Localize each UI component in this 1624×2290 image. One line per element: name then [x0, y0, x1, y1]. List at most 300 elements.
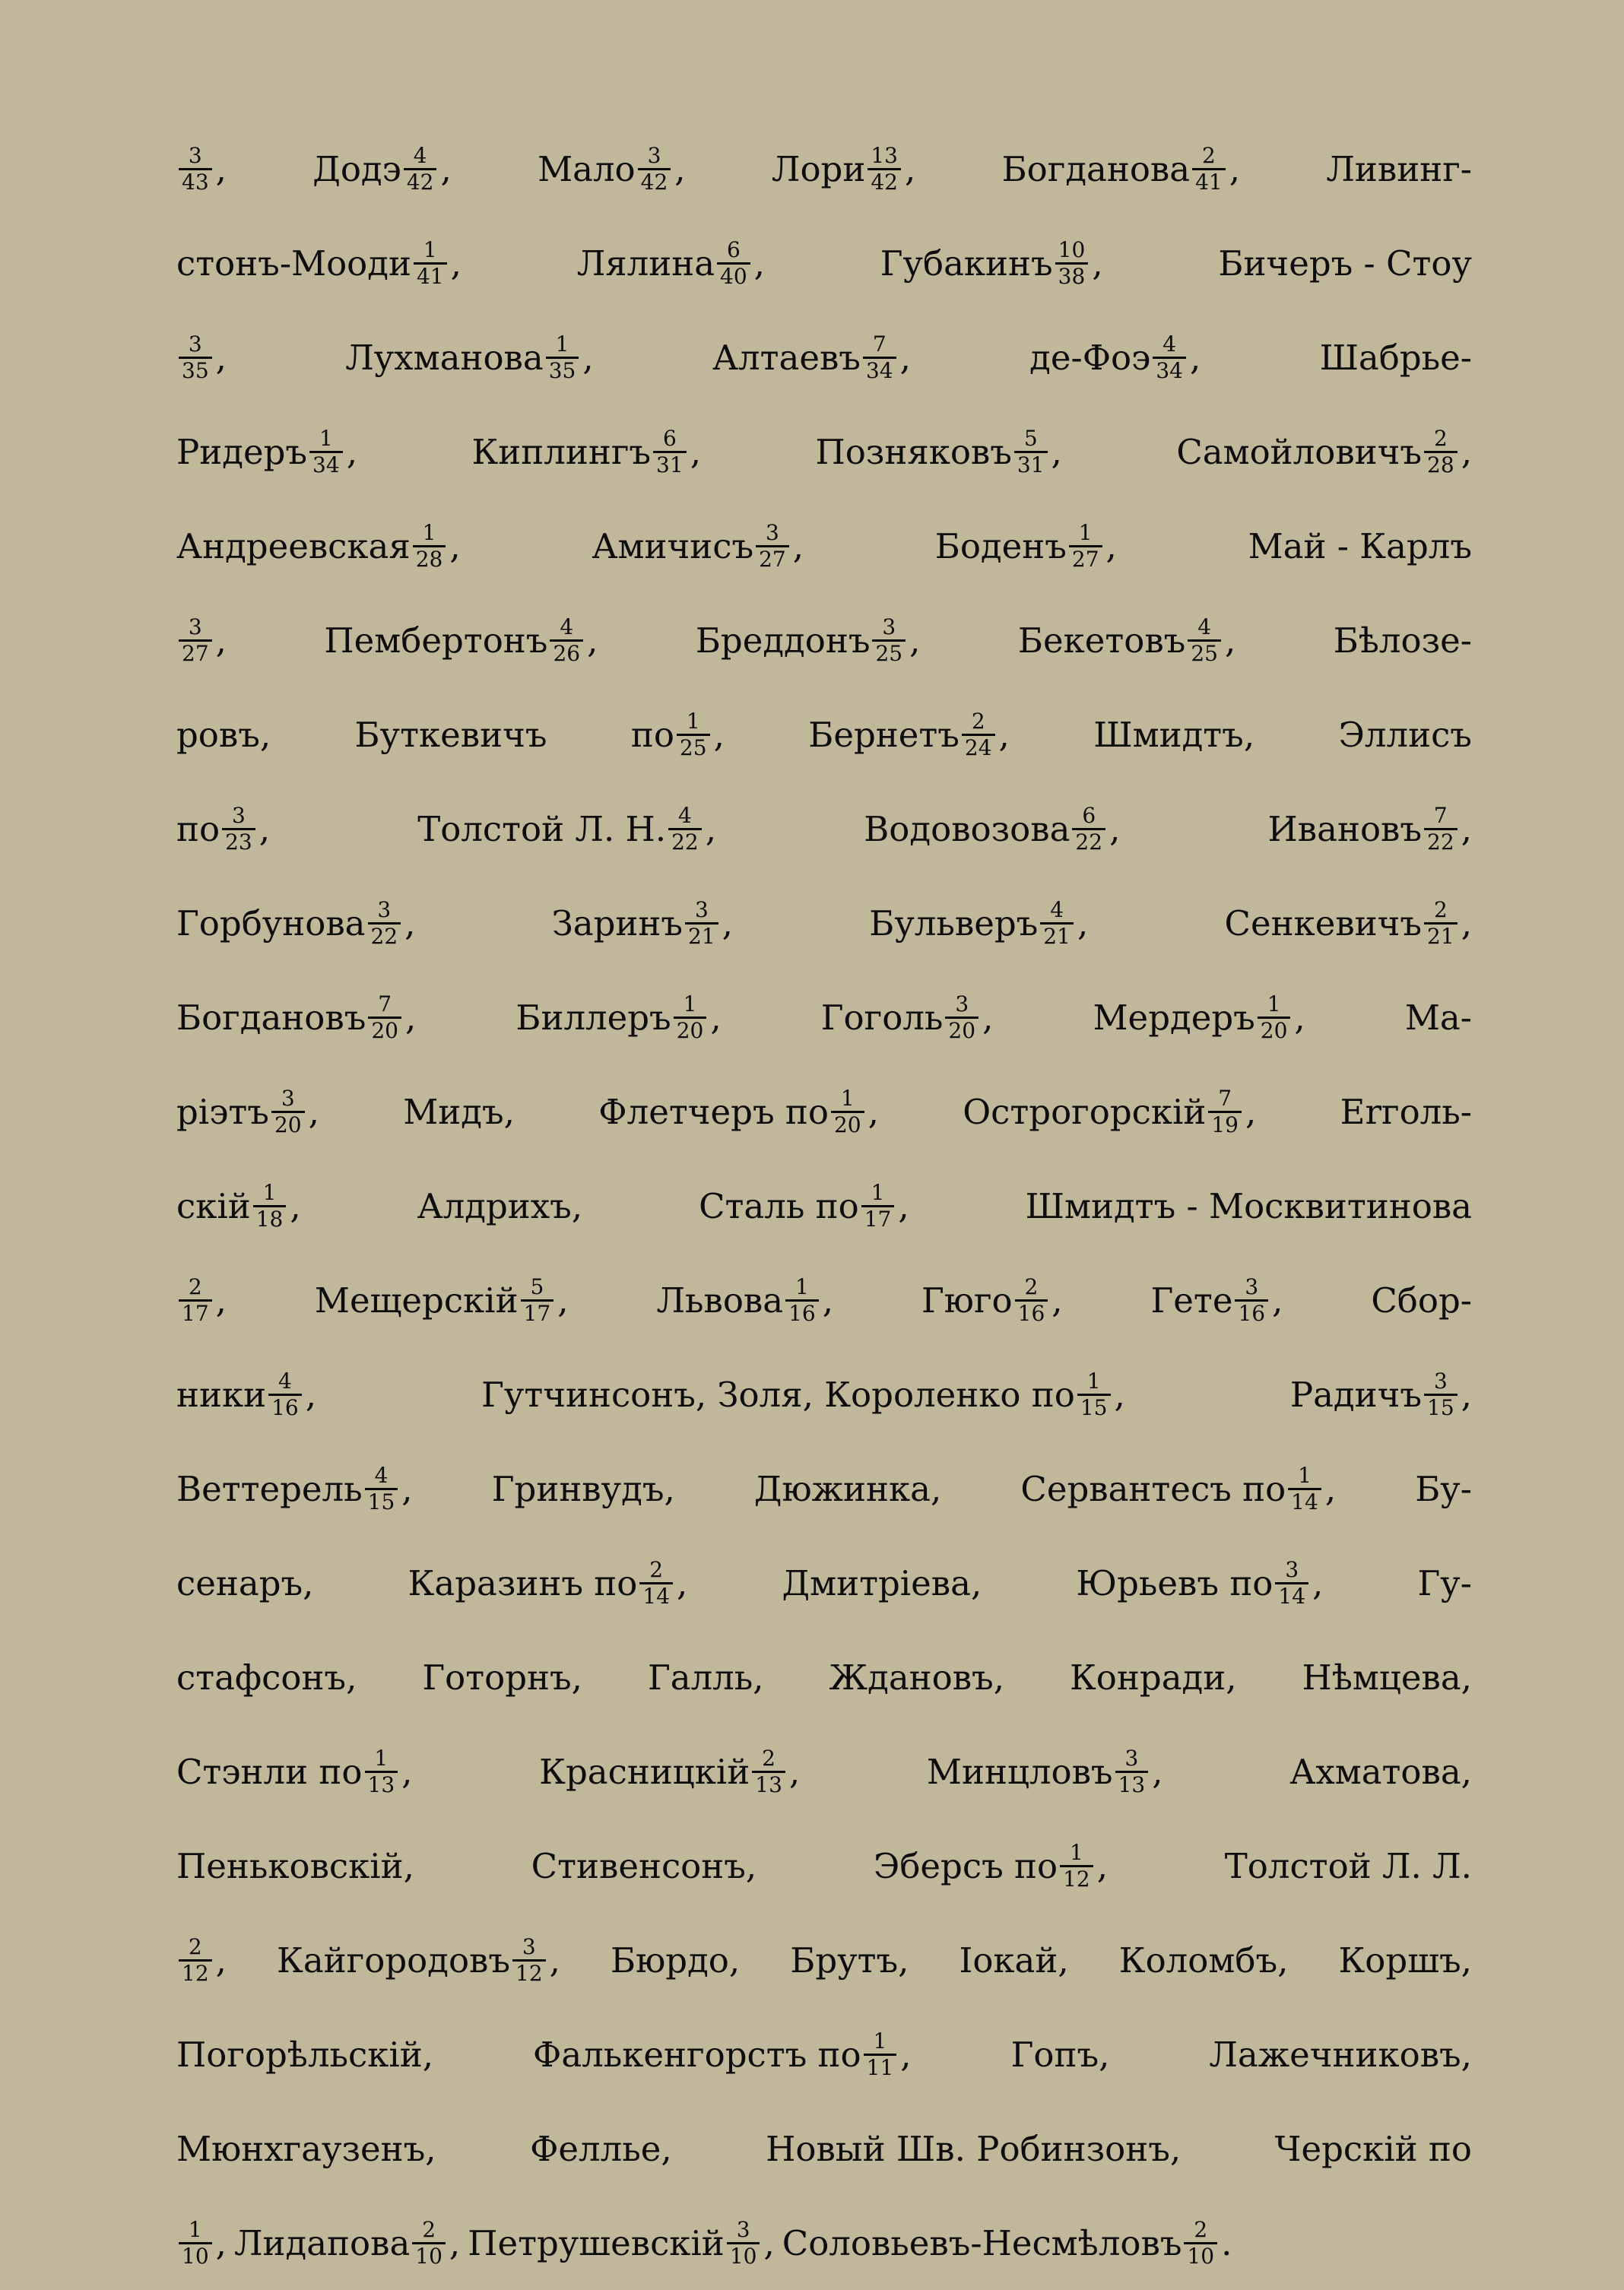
entry [766, 2129, 1181, 2169]
entry [880, 236, 1103, 289]
entry [829, 1657, 1004, 1698]
text-line [176, 1347, 1472, 1442]
fraction-denominator: 28 [1424, 451, 1457, 476]
entry-name: Богдановъ [176, 997, 366, 1038]
text-line [176, 876, 1472, 970]
fraction-denominator: 28 [413, 545, 446, 570]
fraction [1424, 896, 1457, 949]
punctuation: , [404, 997, 417, 1038]
fraction-numerator: 5 [1023, 425, 1038, 451]
text-line [176, 499, 1472, 593]
entry-name: Львова [656, 1280, 784, 1321]
fraction [1208, 1085, 1242, 1137]
punctuation: , [674, 148, 686, 189]
fraction-denominator: 20 [831, 1111, 864, 1136]
fraction-denominator: 18 [253, 1205, 287, 1230]
entry [468, 2216, 775, 2269]
fraction-numerator: 7 [872, 331, 887, 357]
entry-name: Мердеръ [1093, 997, 1255, 1038]
punctuation: , [449, 525, 461, 566]
entry [515, 991, 722, 1043]
fraction-denominator: 12 [179, 1959, 212, 1984]
entry [176, 896, 416, 949]
text-line [176, 593, 1472, 687]
fraction-denominator: 22 [368, 922, 401, 947]
entry-name: Острогорскій [963, 1091, 1207, 1132]
fraction [1153, 331, 1186, 383]
fraction-denominator: 34 [309, 451, 343, 476]
fraction-numerator: 1 [1267, 991, 1281, 1017]
fraction [413, 519, 446, 572]
fraction-numerator: 1 [422, 519, 436, 545]
entry-name: скій [176, 1185, 251, 1226]
entry-name: Амичисъ [592, 525, 754, 566]
entry [345, 331, 594, 383]
fraction [727, 2216, 760, 2269]
entry-name: Бекетовъ [1017, 620, 1186, 661]
entry [869, 896, 1089, 949]
entry [176, 1563, 313, 1603]
entry-name: Стивенсонъ, [531, 1845, 757, 1886]
entry-name: Соловьевъ-Несмѣловъ [782, 2222, 1182, 2263]
fraction [1235, 1273, 1268, 1326]
punctuation: , [259, 808, 271, 849]
fraction [1115, 1745, 1149, 1797]
text-line [176, 1630, 1472, 1724]
entry-name: Андреевская [176, 525, 411, 566]
fraction-numerator: 2 [1433, 896, 1448, 922]
entry-name: стафсонъ, [176, 1657, 357, 1698]
punctuation: , [1051, 1280, 1063, 1321]
entry [233, 2216, 461, 2269]
entry-name: Ахматова, [1289, 1751, 1472, 1792]
entry [277, 1933, 560, 1986]
fraction [550, 614, 583, 666]
entry-name: ровъ, [176, 714, 271, 755]
entry-name: Додэ [312, 148, 401, 189]
fraction-numerator: 7 [1433, 802, 1448, 828]
fraction-denominator: 11 [864, 2054, 897, 2079]
entry-name: Мало [538, 148, 636, 189]
punctuation: , [788, 1751, 801, 1792]
entry-name: Алтаевъ [712, 337, 861, 378]
entry-name: Буткевичъ [354, 714, 547, 755]
entry [539, 1745, 801, 1797]
entry [355, 715, 547, 755]
entry [176, 2035, 433, 2075]
page-text [176, 122, 1472, 2290]
entry-name: Заринъ [551, 902, 684, 944]
entry [176, 1179, 301, 1232]
punctuation: , [1096, 1845, 1109, 1886]
fraction-denominator: 25 [1188, 639, 1221, 664]
entry [538, 142, 686, 195]
fraction [638, 142, 671, 195]
fraction-numerator: 4 [278, 1368, 292, 1394]
text-line [176, 216, 1472, 310]
punctuation: , [557, 1280, 569, 1321]
entry-name: Биллеръ [515, 997, 671, 1038]
entry [576, 236, 765, 289]
fraction [653, 425, 687, 477]
entry-name: Водовозова [864, 808, 1071, 849]
punctuation: , [449, 2222, 461, 2263]
entry-name: Гете [1150, 1280, 1233, 1321]
entry [1248, 526, 1472, 566]
punctuation: , [677, 1562, 688, 1603]
entry-name: Флетчеръ по [598, 1091, 829, 1132]
entry-name: Брутъ, [790, 1940, 909, 1981]
punctuation: , [305, 1374, 317, 1415]
fraction [365, 1462, 398, 1515]
entry-name: Сталь по [699, 1185, 859, 1226]
punctuation: , [822, 1280, 834, 1321]
punctuation: , [401, 1751, 413, 1792]
fraction-denominator: 14 [1275, 1582, 1308, 1607]
entry [934, 519, 1117, 572]
entry [1093, 991, 1305, 1043]
fraction [412, 2216, 446, 2269]
entry [1289, 1752, 1472, 1792]
punctuation: , [868, 1091, 879, 1132]
fraction [1060, 1839, 1093, 1892]
entry [782, 2216, 1232, 2269]
fraction-numerator: 3 [1124, 1745, 1139, 1771]
entry-name: Готорнъ, [422, 1657, 582, 1698]
entry [314, 1273, 569, 1326]
entry-name: Галль, [647, 1657, 764, 1698]
fraction-numerator: 3 [281, 1085, 295, 1111]
entry [695, 614, 921, 666]
fraction-numerator: 3 [1245, 1273, 1259, 1299]
punctuation: , [290, 1185, 301, 1226]
fraction-denominator: 19 [1208, 1111, 1242, 1136]
entry [1093, 715, 1254, 755]
entry-name: Кайгородовъ [277, 1940, 511, 1981]
punctuation: , [899, 337, 911, 378]
entry [176, 425, 357, 477]
fraction-numerator: 3 [765, 519, 779, 545]
entry [481, 1368, 1125, 1420]
fraction-denominator: 41 [1192, 168, 1226, 193]
fraction [685, 896, 718, 949]
punctuation: , [1105, 525, 1117, 566]
fraction-denominator: 20 [1258, 1017, 1291, 1042]
punctuation: , [440, 148, 452, 189]
fraction [861, 1179, 895, 1232]
entry-name: Стэнли по [176, 1751, 363, 1792]
fraction-denominator: 15 [1077, 1394, 1111, 1419]
entry [1001, 142, 1241, 195]
entry [176, 802, 271, 855]
fraction [368, 991, 401, 1043]
punctuation: , [1312, 1562, 1324, 1603]
fraction [546, 331, 579, 383]
fraction [831, 1085, 864, 1137]
fraction [179, 142, 212, 195]
fraction [1258, 991, 1291, 1043]
fraction-denominator: 13 [365, 1771, 398, 1796]
entry [782, 1563, 982, 1603]
entry [312, 142, 452, 195]
punctuation: , [1114, 1374, 1125, 1415]
entry-name: Лухманова [345, 337, 544, 378]
entry [176, 2216, 227, 2269]
fraction-denominator: 17 [861, 1205, 895, 1230]
entry-name: Губакинъ [880, 243, 1053, 284]
entry-name: Дмитріева, [782, 1562, 982, 1603]
fraction-denominator: 35 [546, 357, 579, 382]
fraction-numerator: 3 [647, 142, 661, 168]
punctuation: , [722, 902, 733, 944]
fraction [639, 1556, 673, 1609]
entry-name: Коршъ, [1338, 1940, 1472, 1981]
fraction [1424, 802, 1457, 855]
entry-name: по [176, 808, 220, 849]
punctuation: , [904, 148, 916, 189]
entry [176, 1085, 319, 1137]
fraction [863, 331, 896, 383]
fraction-denominator: 22 [668, 828, 702, 853]
punctuation: , [1051, 431, 1062, 472]
entry-name: Бюрдо, [611, 1940, 741, 1981]
entry-name: Ридеръ [176, 431, 308, 472]
entry-name: Боденъ [934, 525, 1067, 566]
entry-name: Мещерскій [314, 1280, 519, 1321]
entry [1076, 1556, 1324, 1609]
punctuation: , [215, 337, 227, 378]
entry [873, 1839, 1109, 1892]
fraction-numerator: 1 [555, 331, 569, 357]
punctuation: , [308, 1091, 319, 1132]
entry [1020, 1462, 1337, 1515]
fraction-denominator: 26 [550, 639, 583, 664]
fraction [864, 2028, 897, 2080]
fraction [1188, 614, 1221, 666]
entry-name: Мюнхгаузенъ, [176, 2128, 436, 2169]
punctuation: , [215, 148, 227, 189]
fraction-numerator: 1 [319, 425, 333, 451]
entry [471, 425, 701, 477]
entry-name: Каразинъ по [408, 1562, 638, 1603]
fraction-denominator: 27 [1069, 545, 1102, 570]
entry-name: Гринвудъ, [491, 1468, 675, 1509]
entry [176, 236, 462, 289]
entry [1011, 2035, 1110, 2075]
fraction [414, 236, 447, 289]
punctuation: , [710, 997, 722, 1038]
entry-name: Красницкій [539, 1751, 750, 1792]
fraction-numerator: 2 [1194, 2216, 1208, 2242]
fraction [717, 236, 750, 289]
fraction [1072, 802, 1105, 855]
text-line [176, 1064, 1472, 1159]
entry [531, 1846, 757, 1886]
entry [1334, 620, 1472, 661]
entry [771, 142, 916, 195]
entry-name: Ливинг- [1326, 148, 1472, 189]
fraction-numerator: 13 [871, 142, 898, 168]
fraction-numerator: 10 [1058, 236, 1086, 262]
punctuation: , [404, 902, 416, 944]
fraction [752, 1745, 785, 1797]
fraction-denominator: 14 [1288, 1488, 1321, 1513]
entry [1340, 1092, 1472, 1132]
text-line [176, 1253, 1472, 1347]
fraction-denominator: 35 [179, 357, 212, 382]
entry [1209, 2035, 1472, 2075]
punctuation: , [450, 243, 462, 284]
fraction-numerator: 1 [795, 1273, 809, 1299]
fraction-denominator: 25 [677, 734, 710, 759]
entry [921, 1273, 1063, 1326]
punctuation: , [982, 997, 994, 1038]
text-line [176, 310, 1472, 404]
entry-name: Минцловъ [926, 1751, 1113, 1792]
entry [630, 708, 725, 760]
fraction [1275, 1556, 1308, 1609]
fraction-denominator: 21 [1424, 922, 1457, 947]
punctuation: , [1461, 902, 1472, 944]
text-line [176, 970, 1472, 1064]
fraction-numerator: 4 [374, 1462, 389, 1488]
entry [1405, 998, 1472, 1038]
fraction-denominator: 21 [685, 922, 718, 947]
entry-name: стонъ-Мооди [176, 243, 411, 284]
fraction-numerator: 6 [1082, 802, 1096, 828]
punctuation: , [215, 2222, 227, 2263]
punctuation: , [215, 1280, 227, 1321]
text-line [176, 1536, 1472, 1630]
fraction-numerator: 2 [649, 1556, 664, 1582]
fraction-numerator: 3 [955, 991, 969, 1017]
fraction-numerator: 4 [413, 142, 427, 168]
entry-name: Бульверъ [869, 902, 1039, 944]
fraction-numerator: 1 [262, 1179, 277, 1205]
entry-name: Лидапова [233, 2222, 411, 2263]
fraction-denominator: 16 [785, 1299, 819, 1324]
entry [656, 1273, 834, 1326]
punctuation: , [587, 620, 598, 661]
entry [926, 1745, 1163, 1797]
entry [422, 1657, 582, 1698]
fraction-denominator: 15 [1424, 1394, 1457, 1419]
fraction-denominator: 23 [222, 828, 255, 853]
fraction [677, 708, 710, 760]
fraction-denominator: 17 [179, 1299, 212, 1324]
entry [1029, 331, 1201, 383]
punctuation: , [215, 620, 227, 661]
entry-name: Толстой Л. Н. [417, 808, 667, 849]
fraction-denominator: 15 [365, 1488, 398, 1513]
entry [1150, 1273, 1283, 1326]
fraction-denominator: 34 [1153, 357, 1186, 382]
fraction [1015, 1273, 1048, 1326]
entry-name: Май - Карлъ [1248, 525, 1472, 566]
entry-name: Алдрихъ, [417, 1185, 583, 1226]
fraction [1424, 1368, 1457, 1420]
entry-name: Радичъ [1289, 1374, 1423, 1415]
entry-name: Эберсъ по [873, 1845, 1058, 1886]
entry [1218, 243, 1472, 284]
fraction-numerator: 1 [1086, 1368, 1101, 1394]
entry [408, 1556, 688, 1609]
entry [530, 2129, 672, 2169]
entry [176, 331, 227, 383]
fraction-numerator: 4 [1162, 331, 1177, 357]
fraction-denominator: 31 [653, 451, 687, 476]
entry-name: Черскій по [1274, 2128, 1472, 2169]
fraction-numerator: 1 [1078, 519, 1093, 545]
punctuation: , [898, 1185, 909, 1226]
fraction-denominator: 16 [268, 1394, 302, 1419]
entry-name: Бѣлозе- [1333, 620, 1472, 661]
punctuation: , [690, 431, 701, 472]
entry [1289, 1368, 1472, 1420]
fraction [222, 802, 255, 855]
fraction-denominator: 27 [756, 545, 789, 570]
punctuation: , [713, 714, 725, 755]
fraction-numerator: 4 [1197, 614, 1212, 639]
fraction [1288, 1462, 1321, 1515]
fraction-numerator: 3 [232, 802, 246, 828]
punctuation: , [1224, 620, 1236, 661]
entry-name: Лялина [576, 243, 715, 284]
entry-name: Толстой Л. Л. [1224, 1845, 1472, 1886]
punctuation: , [1461, 431, 1472, 472]
entry [790, 1940, 909, 1981]
entry-name: Погорѣльскій, [176, 2034, 434, 2075]
fraction-numerator: 1 [873, 2028, 887, 2054]
entry [1338, 1940, 1472, 1981]
entry-name: Сенкевичъ [1224, 902, 1423, 944]
fraction [674, 991, 707, 1043]
entry-name: Шабрье- [1319, 337, 1472, 378]
entry [592, 519, 804, 572]
text-line [176, 1442, 1472, 1536]
entry [1176, 425, 1472, 477]
entry [959, 1940, 1069, 1981]
entry [176, 715, 271, 755]
entry [176, 2129, 436, 2169]
fraction-numerator: 3 [882, 614, 896, 639]
fraction-numerator: 3 [1433, 1368, 1448, 1394]
fraction-denominator: 10 [1184, 2242, 1217, 2267]
fraction [1192, 142, 1226, 195]
entry [1326, 149, 1472, 189]
fraction-numerator: 3 [736, 2216, 750, 2242]
punctuation: , [900, 2034, 912, 2075]
fraction-denominator: 10 [727, 2242, 760, 2267]
punctuation: , [998, 714, 1010, 755]
text-line [176, 2101, 1472, 2196]
entry [1371, 1280, 1472, 1321]
entry-name: Веттерель [176, 1468, 363, 1509]
fraction-denominator: 16 [1015, 1299, 1048, 1324]
entry [1275, 2129, 1472, 2169]
entry-name: ники [176, 1374, 267, 1415]
text-line [176, 1819, 1472, 1913]
fraction [179, 331, 212, 383]
entry [551, 896, 733, 949]
fraction-numerator: 7 [1218, 1085, 1232, 1111]
entry [176, 1933, 227, 1986]
fraction-numerator: 5 [530, 1273, 544, 1299]
entry-name: Лори [771, 148, 866, 189]
entry-name: Юрьевъ по [1076, 1562, 1274, 1603]
fraction-numerator: 4 [1050, 896, 1064, 922]
fraction-numerator: 3 [188, 331, 202, 357]
